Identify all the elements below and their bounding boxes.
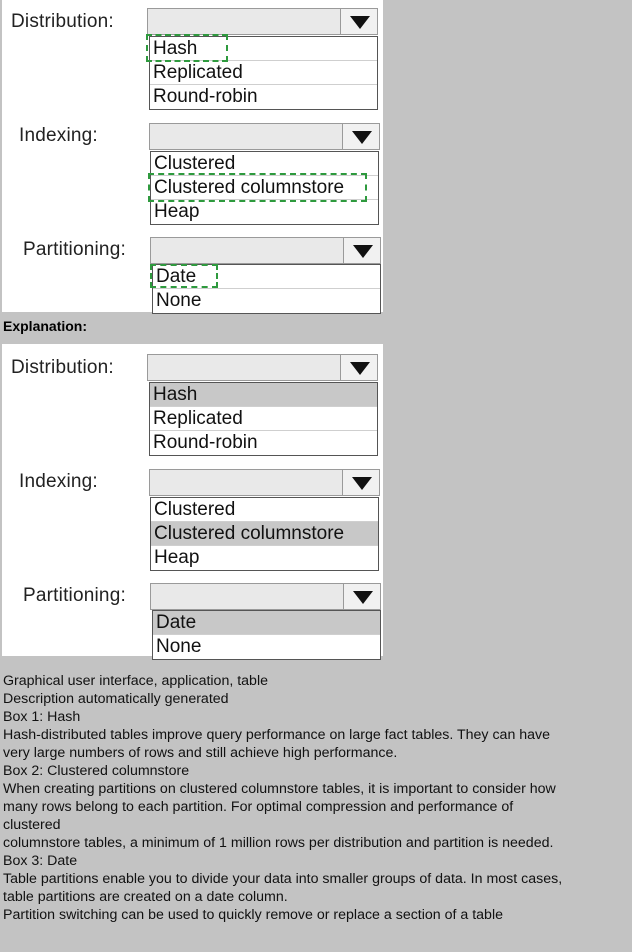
dropdown-button[interactable]	[342, 124, 379, 149]
indexing-label: Indexing:	[19, 471, 98, 492]
text-line: clustered	[3, 817, 61, 833]
partitioning-label: Partitioning:	[23, 239, 126, 260]
option-none[interactable]: None	[156, 290, 202, 311]
text-line: Description automatically generated	[3, 691, 229, 707]
option-replicated[interactable]: Replicated	[150, 407, 377, 431]
text-line: When creating partitions on clustered columnstore tables, it is important to consider how	[3, 781, 556, 797]
text-line: table partitions are created on a date column.	[3, 889, 288, 905]
text-line: columnstore tables, a minimum of 1 million rows per distribution and partition is needed.	[3, 835, 554, 851]
indexing-list	[150, 497, 379, 571]
partitioning-label: Partitioning:	[23, 585, 126, 606]
option-clustered[interactable]: Clustered	[151, 152, 378, 176]
chevron-down-icon	[350, 16, 370, 29]
distribution-label: Distribution:	[11, 11, 114, 32]
dropdown-button[interactable]	[343, 238, 380, 263]
chevron-down-icon	[352, 477, 372, 490]
text-line: Box 3: Date	[3, 853, 78, 869]
option-date[interactable]: Date	[153, 265, 380, 289]
text-line: Partition switching can be used to quickly remove or replace a section of a table	[3, 907, 503, 923]
dropdown-button[interactable]	[342, 470, 379, 495]
chevron-down-icon	[352, 131, 372, 144]
answer-highlight	[150, 264, 218, 288]
dropdown-button[interactable]	[340, 9, 377, 34]
answer-highlight	[146, 34, 228, 62]
chevron-down-icon	[353, 591, 373, 604]
distribution-dropdown[interactable]	[147, 8, 378, 35]
text-line: very large numbers of rows and still achieve high performance.	[3, 745, 398, 761]
distribution-label: Distribution:	[11, 357, 114, 378]
explanation-heading: Explanation:	[3, 318, 88, 334]
answer-highlight	[148, 173, 367, 202]
distribution-dropdown[interactable]	[147, 354, 378, 381]
chevron-down-icon	[350, 362, 370, 375]
dropdown-button[interactable]	[343, 584, 380, 609]
option-clustered[interactable]: Clustered	[151, 498, 378, 522]
text-line: Hash-distributed tables improve query performance on large fact tables. They can have	[3, 727, 551, 743]
option-hash[interactable]: Hash	[150, 383, 377, 407]
option-round-robin[interactable]: Round-robin	[153, 432, 258, 453]
option-heap[interactable]: Heap	[154, 201, 200, 222]
text-line: Graphical user interface, application, table	[3, 673, 268, 689]
question-panel	[2, 0, 383, 312]
option-heap[interactable]: Heap	[154, 547, 200, 568]
explanation-text	[3, 672, 629, 924]
option-hash[interactable]: Hash	[150, 37, 377, 61]
partitioning-dropdown[interactable]	[150, 583, 381, 610]
chevron-down-icon	[353, 245, 373, 258]
option-clustered-columnstore[interactable]: Clustered columnstore	[151, 522, 378, 546]
option-date[interactable]: Date	[153, 611, 380, 635]
indexing-label: Indexing:	[19, 125, 98, 146]
text-line: Table partitions enable you to divide your data into smaller groups of data. In most cases,	[3, 871, 563, 887]
option-round-robin[interactable]: Round-robin	[153, 86, 258, 107]
indexing-dropdown[interactable]	[149, 123, 380, 150]
partitioning-list	[152, 610, 381, 660]
option-clustered-columnstore[interactable]: Clustered columnstore	[151, 176, 378, 200]
indexing-dropdown[interactable]	[149, 469, 380, 496]
distribution-list	[149, 382, 378, 456]
text-line: Box 2: Clustered columnstore	[3, 763, 190, 779]
partitioning-dropdown[interactable]	[150, 237, 381, 264]
dropdown-button[interactable]	[340, 355, 377, 380]
text-line: Box 1: Hash	[3, 709, 81, 725]
answer-panel	[2, 344, 383, 656]
option-replicated[interactable]: Replicated	[150, 61, 377, 85]
text-line: many rows belong to each partition. For optimal compression and performance of	[3, 799, 514, 815]
option-none[interactable]: None	[156, 636, 202, 657]
